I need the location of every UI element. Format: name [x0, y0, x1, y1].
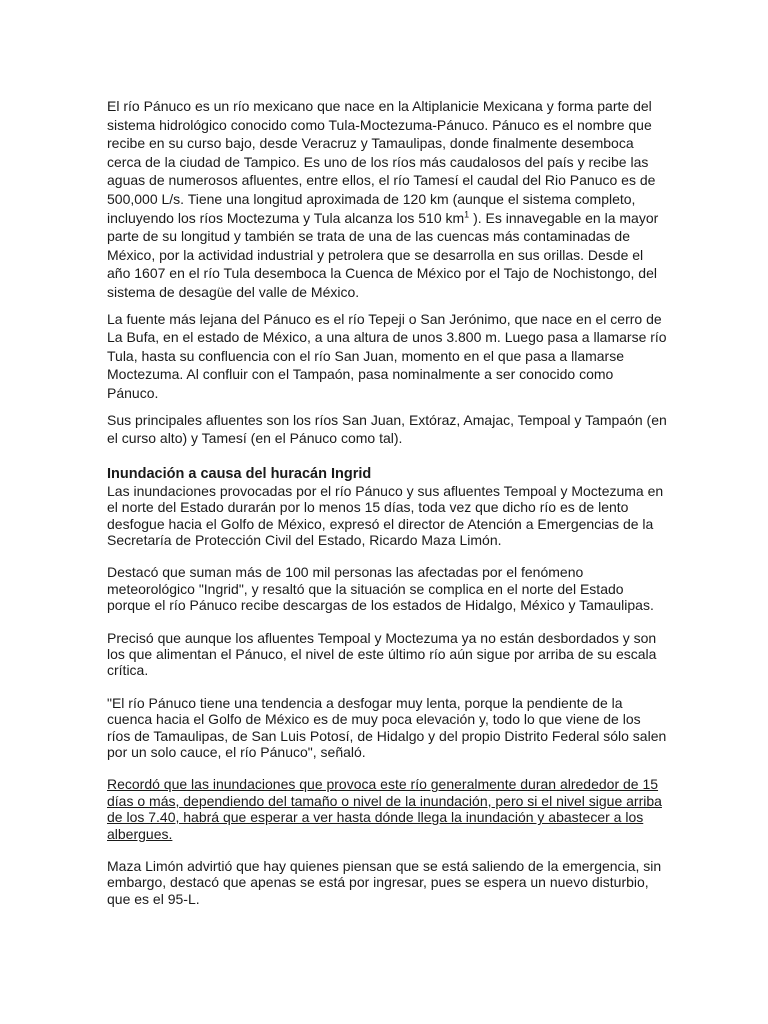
- section-heading: Inundación a causa del huracán Ingrid: [107, 465, 372, 482]
- news-paragraph-4: "El río Pánuco tiene una tendencia a desfogar muy lenta, porque la pendiente de la cuenca hacia el Golfo de México es de muy poca elevación y, todo lo que viene de los ríos de Tamaulipas, de San Luis Potosí, de Hidalgo y del propio Distrito Federal sólo salen por un solo cauce, el río Pánuco", señaló.: [107, 694, 667, 760]
- paragraph-gap: [107, 679, 667, 695]
- paragraph-gap: [107, 614, 667, 630]
- paragraph-gap: [107, 548, 667, 564]
- paragraph-gap: [107, 842, 667, 858]
- intro-paragraph-1-text: El río Pánuco es un río mexicano que nace en la Altiplanicie Mexicana y forma parte del sistema hidrológico conocido como Tula-Moctezuma-Pánuco. Pánuco es el nombre que recibe en su curso bajo, desde Veracruz y Tamaulipas, donde finalmente desemboca cerca de la ciudad de Tampico. Es uno de los ríos más caudalosos del país y recibe las aguas de numerosos afluentes, entre ellos, el río Tamesí el caudal del Rio Panuco es de 500,000 L/s. Tiene una longitud aproximada de 120 km (aunque el sistema completo, incluyendo los ríos Moctezuma y Tula alcanza los 510 km: [107, 98, 656, 226]
- news-section: [107, 483, 667, 908]
- intro-paragraph-3: Sus principales afluentes son los ríos San Juan, Extóraz, Amajac, Tempoal y Tampaón (en el curso alto) y Tamesí (en el Pánuco como tal).: [107, 411, 667, 447]
- intro-paragraph-1: [107, 97, 667, 302]
- news-paragraph-6: Maza Limón advirtió que hay quienes piensan que se está saliendo de la emergencia, sin embargo, destacó que apenas se está por ingresar, pues se espera un nuevo disturbio, que es el 95-L.: [107, 858, 662, 907]
- news-paragraph-5-underlined: Recordó que las inundaciones que provoca este río generalmente duran alrededor de 15 días o más, dependiendo del tamaño o nivel de la inundación, pero si el nivel sigue arriba de los 7.40, habrá que esperar a ver hasta dónde llega la inundación y abastecer a los albergues.: [107, 776, 662, 842]
- intro-paragraph-1-text-cont: ). Es innavegable en la mayor parte de su longitud y también se trata de una de las cuencas más contaminadas de México, por la actividad industrial y petrolera que se desarrolla en sus orillas. Desde el año 1607 en el río Tula desemboca la Cuenca de México por el Tajo de Nochistongo, del sistema de desagüe del valle de México.: [107, 209, 659, 300]
- intro-paragraph-2: La fuente más lejana del Pánuco es el río Tepeji o San Jerónimo, que nace en el cerro de La Bufa, en el estado de México, a una altura de unos 3.800 m. Luego pasa a llamarse río Tula, hasta su confluencia con el río San Juan, momento en el que pasa a llamarse Moctezuma. Al confluir con el Tampaón, pasa nominalmente a ser conocido como Pánuco.: [107, 310, 667, 401]
- paragraph-gap: [107, 760, 667, 776]
- footnote-reference[interactable]: 1: [464, 208, 470, 219]
- news-paragraph-3: Precisó que aunque los afluentes Tempoal y Moctezuma ya no están desbordados y son los que alimentan el Pánuco, el nivel de este último río aún sigue por arriba de su escala crítica.: [107, 629, 657, 679]
- news-paragraph-2: Destacó que suman más de 100 mil personas las afectadas por el fenómeno meteorológico "Ingrid", y resaltó que la situación se complica en el norte del Estado porque el río Pánuco recibe descargas de los estados de Hidalgo, México y Tamaulipas.: [107, 564, 654, 614]
- document-page: [107, 97, 667, 907]
- news-paragraph-1: Las inundaciones provocadas por el río Pánuco y sus afluentes Tempoal y Moctezuma en el norte del Estado durarán por lo menos 15 días, toda vez que dicho río es de lento desfogue hacia el Golfo de México, expresó el director de Atención a Emergencias de la Secretaría de Protección Civil del Estado, Ricardo Maza Limón.: [107, 482, 664, 548]
